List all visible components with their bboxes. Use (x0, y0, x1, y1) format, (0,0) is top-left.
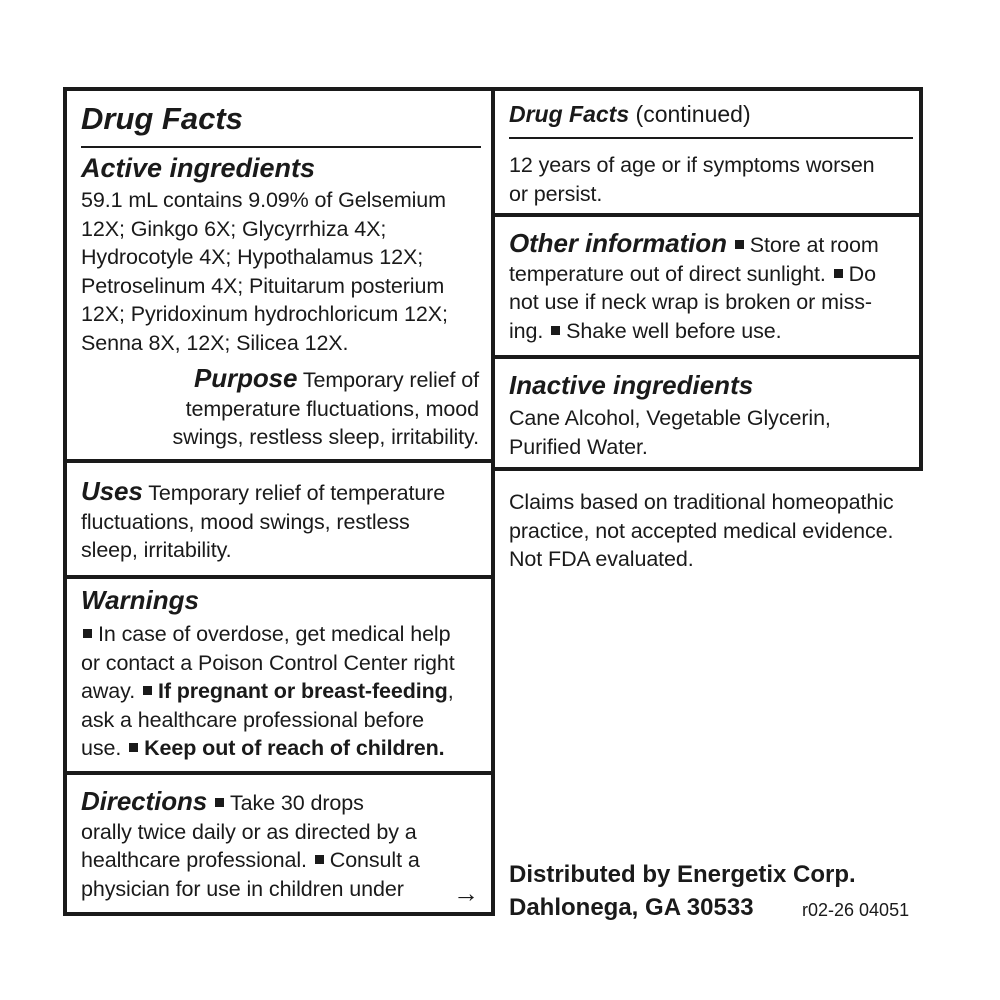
active-line: Hydrocotyle 4X; Hypothalamus 12X; (81, 245, 424, 270)
other-text: Do (848, 261, 876, 286)
warnings-children: Keep out of reach of children. (144, 736, 445, 761)
active-ingredients-text (81, 186, 491, 358)
claims-line: practice, not accepted medical evidence. (509, 518, 894, 543)
purpose-text: swings, restless sleep, irritability. (172, 425, 479, 450)
continued-panel (491, 87, 923, 217)
other-text: Store at room (749, 233, 879, 257)
continued-suffix: (continued) (635, 101, 751, 127)
bullet-icon (315, 855, 324, 864)
active-line: Petroselinum 4X; Pituitarum posterium (81, 273, 445, 298)
inactive-ingredients-panel (491, 355, 923, 471)
warnings-heading: Warnings (81, 585, 199, 615)
warnings-text: away. (81, 679, 136, 704)
warnings-text: or contact a Poison Control Center right (81, 650, 455, 675)
continued-title-row (509, 101, 751, 128)
other-text: not use if neck wrap is broken or miss- (509, 290, 872, 315)
warnings-text: ask a healthcare professional before (81, 707, 425, 732)
directions-text: healthcare professional. (81, 848, 307, 873)
purpose-heading: Purpose (194, 363, 298, 393)
other-text: temperature out of direct sunlight. (509, 261, 826, 286)
directions-panel (63, 771, 495, 916)
other-text: Shake well before use. (566, 318, 782, 343)
active-line: 12X; Pyridoxinum hydrochloricum 12X; (81, 302, 448, 327)
other-information-heading: Other information (509, 228, 727, 258)
warnings-text: In case of overdose, get medical help (98, 622, 451, 646)
warnings-pregnancy: If pregnant or breast-feeding (157, 679, 448, 704)
purpose-text: temperature fluctuations, mood (185, 396, 479, 421)
active-line: Senna 8X, 12X; Silicea 12X. (81, 330, 349, 355)
warnings-text: use. (81, 736, 122, 761)
inactive-text: Purified Water. (509, 434, 648, 459)
drug-facts-title: Drug Facts (81, 101, 243, 136)
inactive-ingredients-heading: Inactive ingredients (509, 370, 754, 400)
purpose-text: Temporary relief of (302, 368, 479, 392)
active-line: 12X; Ginkgo 6X; Glycyrrhiza 4X; (81, 216, 387, 241)
continue-arrow-icon: → (453, 878, 479, 908)
uses-text: sleep, irritability. (81, 538, 232, 563)
bullet-icon (83, 629, 92, 638)
bullet-icon (735, 240, 744, 249)
active-ingredients-panel (63, 87, 495, 463)
uses-panel (63, 459, 495, 579)
continued-title: Drug Facts (509, 101, 630, 127)
bullet-icon (215, 798, 224, 807)
inactive-text: Cane Alcohol, Vegetable Glycerin, (509, 406, 831, 430)
active-line: 59.1 mL contains 9.09% of Gelsemium (81, 188, 446, 212)
directions-text: Take 30 drops (230, 791, 364, 815)
warnings-panel: Warnings In case of overdose, get medical help or contact a Poison Control Center right away. If pregnant or breast-feeding, ask a healthcare professional before use. Keep out of reach of children. (63, 575, 495, 775)
directions-heading: Directions (81, 786, 208, 816)
bullet-icon (129, 743, 138, 752)
bullet-icon (551, 326, 560, 335)
purpose-section (172, 364, 479, 452)
distributor-address: Dahlonega, GA 30533 (509, 894, 754, 921)
other-text: ing. (509, 318, 544, 343)
directions-text: Consult a (329, 848, 420, 873)
claims-line: Not FDA evaluated. (509, 547, 694, 572)
uses-text: Temporary relief of temperature (148, 481, 446, 505)
bullet-icon (834, 269, 843, 278)
continued-text: 12 years of age or if symptoms worsen (509, 153, 875, 177)
bullet-icon (143, 686, 152, 695)
continued-text: or persist. (509, 181, 603, 206)
uses-heading: Uses (81, 476, 143, 506)
title-rule (81, 146, 481, 148)
directions-text: physician for use in children under (81, 876, 404, 901)
active-ingredients-heading: Active ingredients (81, 153, 316, 183)
other-information-panel (491, 213, 923, 359)
uses-text: fluctuations, mood swings, restless (81, 509, 410, 534)
continued-rule (509, 137, 913, 139)
claims-line: Claims based on traditional homeopathic (509, 490, 894, 514)
label-code: r02-26 04051 (802, 900, 910, 920)
claims-text (509, 488, 894, 574)
distributor-name: Distributed by Energetix Corp. (509, 861, 856, 888)
directions-text: orally twice daily or as directed by a (81, 819, 417, 844)
